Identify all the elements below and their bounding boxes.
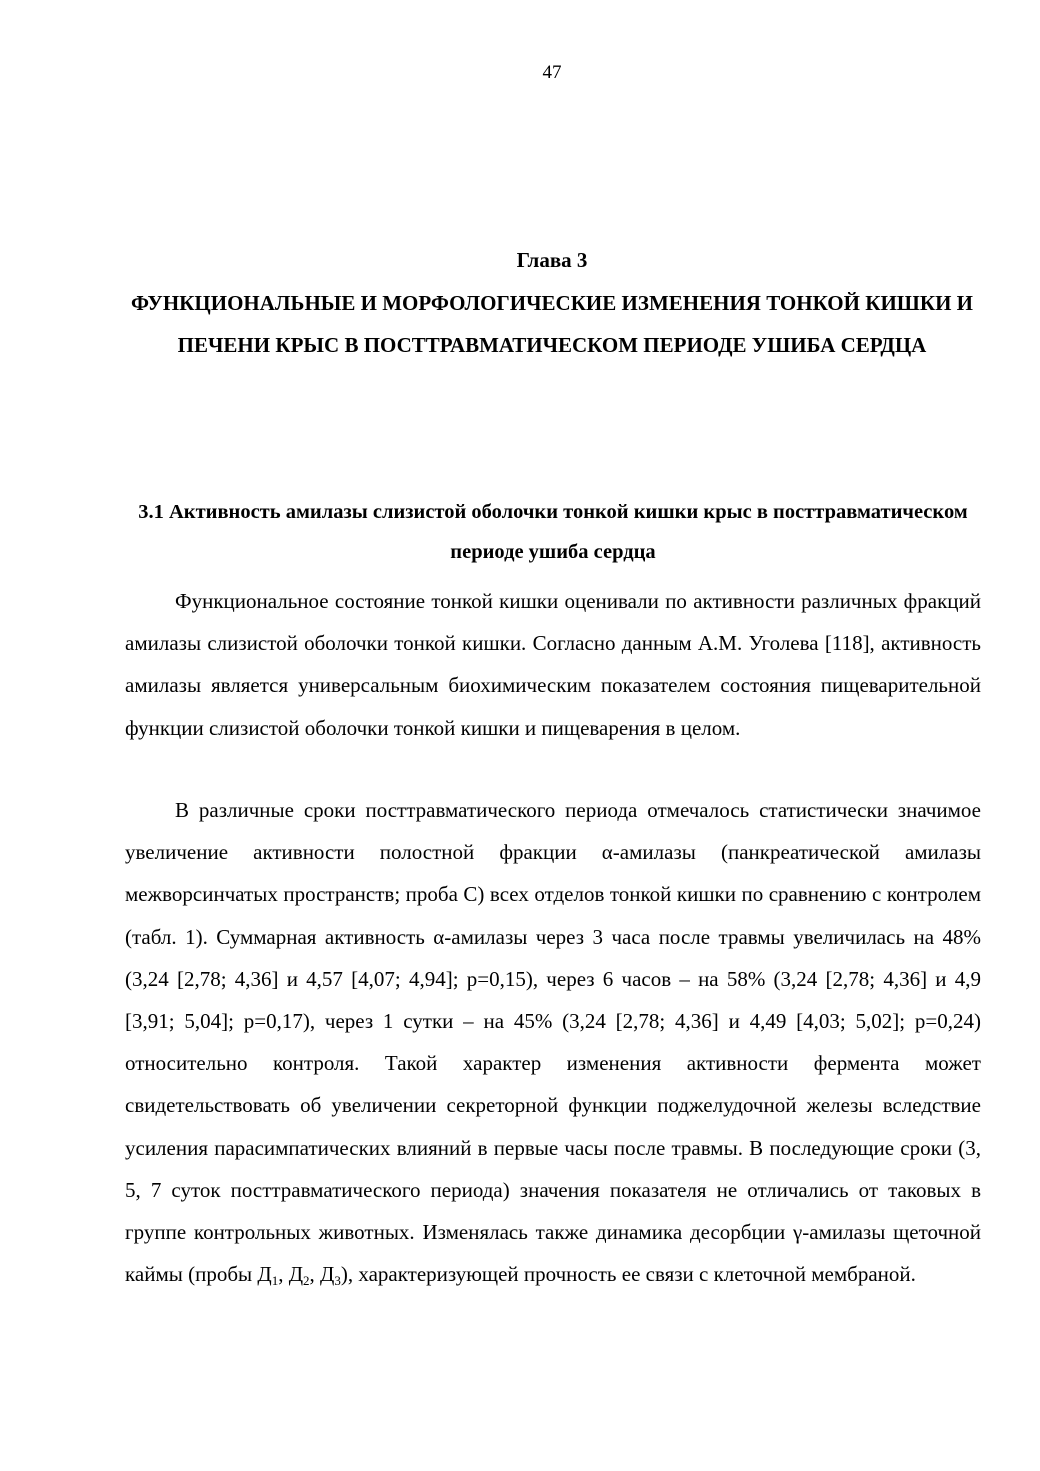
paragraph-2-separator-1: , Д [278,1262,304,1287]
paragraph-2 [125,789,981,1295]
paragraph-2-end: ), характеризующей прочность ее связи с клеточной мембраной. [340,1262,916,1287]
chapter-title: ФУНКЦИОНАЛЬНЫЕ И МОРФОЛОГИЧЕСКИЕ ИЗМЕНЕНИЯ ТОНКОЙ КИШКИ И ПЕЧЕНИ КРЫС В ПОСТТРАВМАТИЧЕСКОМ ПЕРИОДЕ УШИБА СЕРДЦА [131,291,973,357]
paragraph-2-separator-2: , Д [309,1262,335,1287]
page-number: 47 [542,62,562,83]
section-title: 3.1 Активность амилазы слизистой оболочки тонкой кишки крыс в посттравматическом периоде ушиба сердца [138,501,968,563]
chapter-label: Глава 3 [516,248,588,272]
subscript-2: 2 [303,1273,310,1289]
subscript-3: 3 [334,1273,341,1289]
paragraph-2-text: В различные сроки посттравматического периода отмечалось статистически значимое увеличение активности полостной фракции α-амилазы (панкреатической амилазы межворсинчатых пространств; проба С) всех отделов тонкой кишки по сравнению с контролем (табл. 1). Суммарная активность α-амилазы через 3 часа после травмы увеличилась на 48% (3,24 [2,78; 4,36] и 4,57 [4,07; 4,94]; p=0,15), через 6 часов – на 58% (3,24 [2,78; 4,36] и 4,9 [3,91; 5,04]; p=0,17), через 1 сутки – на 45% (3,24 [2,78; 4,36] и 4,49 [4,03; 5,02]; p=0,24) относительно контроля. Такой характер изменения активности фермента может свидетельствовать об увеличении секреторной функции поджелудочной железы вследствие усиления парасимпатических влияний в первые часы после травмы. В последующие сроки (3, 5, 7 суток посттравматического периода) значения показателя не отличались от таковых в группе контрольных животных. Изменялась также динамика десорбции γ-амилазы щеточной каймы (пробы Д [125,798,981,1287]
paragraph-1: Функциональное состояние тонкой кишки оценивали по активности различных фракций амилазы слизистой оболочки тонкой кишки. Согласно данным А.М. Уголева [118], активность амилазы является универсальным биохимическим показателем состояния пищеварительной функции слизистой оболочки тонкой кишки и пищеварения в целом. [125,589,981,740]
subscript-1: 1 [271,1273,279,1289]
